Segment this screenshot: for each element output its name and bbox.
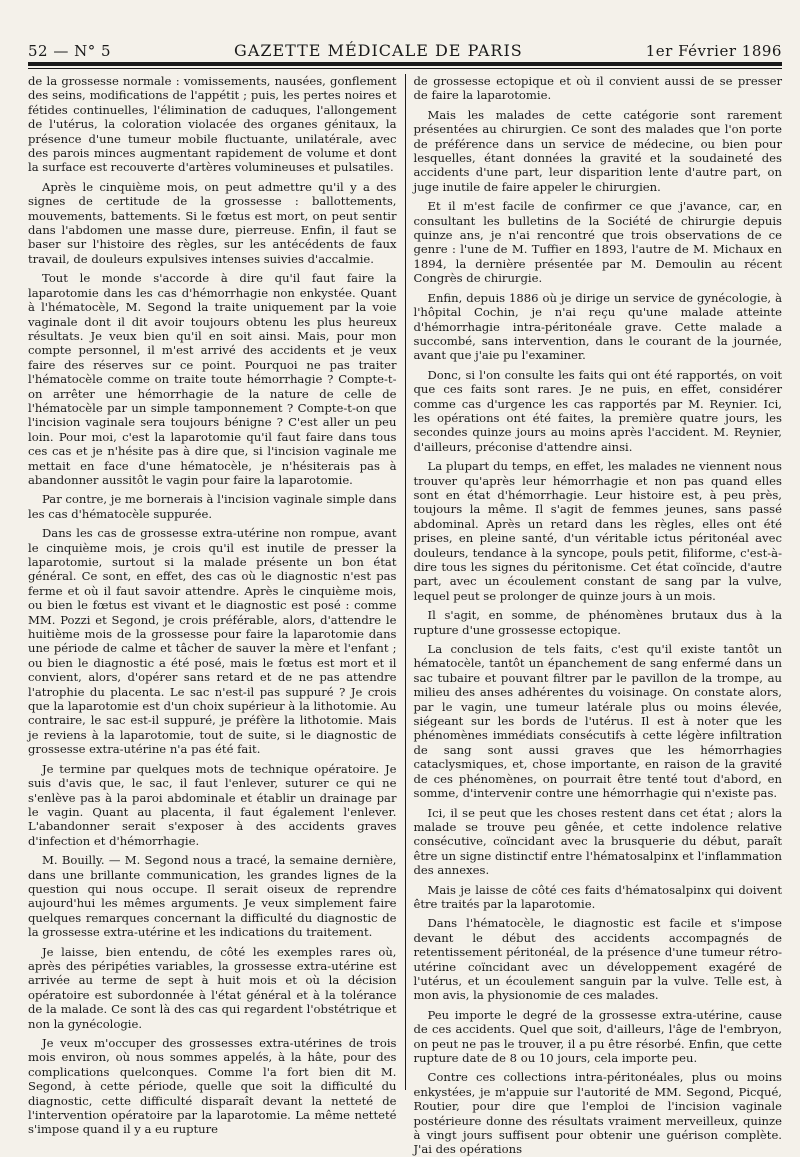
paragraph: La plupart du temps, en effet, les malades ne viennent nous trouver qu'après leur hémorrhagie et non pas quand elles sont en état d'hémorrhagie. Leur histoire est, à peu près, toujours la même. Il s'agit de femmes jeunes, sans passé abdominal. Après un retard dans les règles, elles ont été prises, en pleine santé, d'un véritable ictus péritonéal avec douleurs, tendance à la syncope, pouls petit, filiforme, c'est-à-dire tous les signes du péritonisme. Cet état coïncide, d'autre part, avec un écoulement constant de sang par la vulve, lequel peut se prolonger de quinze jours à un mois. — [413, 459, 782, 603]
right-column — [405, 74, 783, 1157]
paragraph: Je termine par quelques mots de technique opératoire. Je suis d'avis que, le sac, il faut l'enlever, suturer ce qui ne s'enlève pas à la paroi abdominale et établir un drainage par le vagin. Quant au placenta, il faut également l'enlever. L'abandonner serait s'exposer à des accidents graves d'infection et d'hémorrhagie. — [28, 761, 397, 848]
paragraph: de la grossesse normale : vomissements, nausées, gonflement des seins, modifications de l'appétit ; puis, les pertes noires et fétides continuelles, l'élimination de caduques, l'allongement de l'utérus, la coloration violacée des organes génitaux, la présence d'une tumeur mobile fluctuante, unilatérale, avec des parois minces augmentant rapidement de volume et dont la surface est recouverte d'artères volumineuses et pulsatiles. — [28, 74, 397, 175]
journal-title: GAZETTE MÉDICALE DE PARIS — [234, 41, 523, 60]
paragraph: Enfin, depuis 1886 où je dirige un service de gynécologie, à l'hôpital Cochin, je n'ai reçu qu'une malade atteinte d'hémorrhagie intra-péritonéale grave. Cette malade a succombé, sans intervention, dans le courant de la journée, avant que j'aie pu l'examiner. — [413, 290, 782, 363]
paragraph: Mais je laisse de côté ces faits d'hématosalpinx qui doivent être traités par la laparotomie. — [413, 882, 782, 911]
article-body — [28, 74, 782, 1157]
paragraph: Par contre, je me bornerais à l'incision vaginale simple dans les cas d'hématocèle suppurée. — [28, 492, 397, 521]
paragraph: Il s'agit, en somme, de phénomènes brutaux dus à la rupture d'une grossesse ectopique. — [413, 608, 782, 637]
paragraph: M. Bouilly. — M. Segond nous a tracé, la semaine dernière, dans une brillante communication, les grandes lignes de la question qui nous occupe. Il serait oiseux de reprendre aujourd'hui les mêmes arguments. Je veux simplement faire quelques remarques concernant la difficulté du diagnostic de la grossesse extra-utérine et les indications du traitement. — [28, 853, 397, 940]
paragraph: Je laisse, bien entendu, de côté les exemples rares où, après des péripéties variables, la grossesse extra-utérine est arrivée au terme de sept à huit mois et où la décision opératoire est subordonnée à l'état général et à la tolérance de la malade. Ce sont là des cas qui regardent l'obstétrique et non la gynécologie. — [28, 944, 397, 1031]
paragraph: Dans l'hématocèle, le diagnostic est facile et s'impose devant le début des accidents accompagnés de retentissement péritonéal, de la présence d'une tumeur rétro-utérine coïncidant avec un développement exagéré de l'utérus, et un écoulement sanguin par la vulve. Telle est, à mon avis, la physionomie de ces malades. — [413, 916, 782, 1003]
paragraph: Peu importe le degré de la grossesse extra-utérine, cause de ces accidents. Quel que soit, d'ailleurs, l'âge de l'embryon, on peut ne pas le trouver, il a pu être résorbé. Enfin, que cette rupture date de 8 ou 10 jours, cela importe peu. — [413, 1007, 782, 1065]
header-rule-thin — [28, 68, 782, 69]
left-column — [28, 74, 405, 1137]
paragraph: Mais les malades de cette catégorie sont rarement présentées au chirurgien. Ce sont des malades que l'on porte de préférence dans un service de médecine, ou bien pour lesquelles, étant données la gravité et la soudaineté des accidents d'une part, leur disparition lente d'autre part, on juge inutile de faire appeler le chirurgien. — [413, 107, 782, 194]
paragraph: Donc, si l'on consulte les faits qui ont été rapportés, on voit que ces faits sont rares. Je ne puis, en effet, considérer comme cas d'urgence les cas rapportés par M. Reynier. Ici, les opérations ont été faites, la première quatre jours, les secondes quinze jours au moins après l'accident. M. Reynier, d'ailleurs, préconise d'attendre ainsi. — [413, 367, 782, 454]
paragraph: Après le cinquième mois, on peut admettre qu'il y a des signes de certitude de la grossesse : ballottements, mouvements, battements. Si le fœtus est mort, on peut sentir dans l'abdomen une masse dure, pierreuse. Enfin, il faut se baser sur l'histoire des règles, sur les antécédents de faux travail, de douleurs expulsives intenses suivies d'accalmie. — [28, 179, 397, 266]
paragraph: Tout le monde s'accorde à dire qu'il faut faire la laparotomie dans les cas d'hémorrhagie non enkystée. Quant à l'hématocèle, M. Segond la traite uniquement par la voie vaginale dont il dit avoir toujours obtenu les plus heureux résultats. Je veux bien qu'il en soit ainsi. Mais, pour mon compte personnel, il m'est arrivé des accidents et je veux faire des réserves sur ce point. Pourquoi ne pas traiter l'hématocèle comme on traite toute hémorrhagie ? Compte-t-on arrêter une hémorrhagie de la nature de celle de l'hématocèle par un simple tamponnement ? Compte-t-on que l'incision vaginale sera toujours bénigne ? C'est aller un peu loin. Pour moi, c'est la laparotomie qu'il faut faire dans tous ces cas et je n'hésite pas à dire que, si l'incision vaginale me mettait en face d'une hématocèle, je n'hésiterais pas à abandonner aussitôt le vagin pour faire la laparotomie. — [28, 271, 397, 487]
paragraph: Je veux m'occuper des grossesses extra-utérines de trois mois environ, où nous sommes appelés, à la hâte, pour des complications quelconques. Comme l'a fort bien dit M. Segond, à cette période, quelle que soit la difficulté du diagnostic, cette difficulté disparaît devant la netteté de l'intervention opératoire par la laparotomie. La même netteté s'impose quand il y a eu rupture — [28, 1036, 397, 1137]
paragraph: La conclusion de tels faits, c'est qu'il existe tantôt un hématocèle, tantôt un épanchement de sang enfermé dans un sac tubaire et pouvant filtrer par le pavillon de la trompe, au milieu des anses adhérentes du voisinage. On constate alors, par le vagin, une tumeur latérale plus ou moins élevée, siégeant sur les bords de l'utérus. Il est à noter que les phénomènes immédiats consécutifs à cette légère infiltration de sang sont aussi graves que les hémorrhagies cataclysmiques, et, chose importante, en raison de la gravité de ces phénomènes, on pourrait être tenté tout d'abord, en somme, d'intervenir contre une hémorrhagie qui n'existe pas. — [413, 642, 782, 801]
page-header — [28, 30, 782, 60]
paragraph: Et il m'est facile de confirmer ce que j'avance, car, en consultant les bulletins de la Société de chirurgie depuis quinze ans, je n'ai rencontré que trois observations de ce genre : l'une de M. Tuffier en 1893, l'autre de M. Michaux en 1894, la dernière présentée par M. Demoulin au récent Congrès de chirurgie. — [413, 199, 782, 286]
paragraph: Ici, il se peut que les choses restent dans cet état ; alors la malade se trouve peu gênée, et cette indolence relative consécutive, coïncidant avec la brusquerie du début, paraît être un signe distinctif entre l'hématosalpinx et l'inflammation des annexes. — [413, 805, 782, 878]
paragraph: de grossesse ectopique et où il convient aussi de se presser de faire la laparotomie. — [413, 74, 782, 103]
paragraph: Dans les cas de grossesse extra-utérine non rompue, avant le cinquième mois, je crois qu'il est inutile de presser la laparotomie, surtout si la malade présente un bon état général. Ce sont, en effet, des cas où le diagnostic n'est pas ferme et où il faut savoir attendre. Après le cinquième mois, ou bien le fœtus est vivant et le diagnostic est posé : comme MM. Pozzi et Segond, je crois préférable, alors, d'attendre le huitième mois de la grossesse pour faire la laparotomie dans une période de calme et tâcher de sauver la mère et l'enfant ; ou bien le diagnostic a été posé, mais le fœtus est mort et il convient, alors, d'opérer sans retard et de ne pas attendre l'atrophie du placenta. Le sac n'est-il pas suppuré ? Je crois que la laparotomie est d'un choix supérieur à la lithotomie. Au contraire, le sac est-il suppuré, je préfère la lithotomie. Mais je reviens à la laparotomie, tout de suite, si le diagnostic de grossesse extra-utérine n'a pas été fait. — [28, 526, 397, 757]
header-rule — [28, 62, 782, 66]
paragraph: Contre ces collections intra-péritonéales, plus ou moins enkystées, je m'appuie sur l'autorité de MM. Segond, Picqué, Routier, pour dire que l'emploi de l'incision vaginale postérieure donne des résultats vraiment merveilleux, quinze à vingt jours suffisent pour obtenir une guérison complète. J'ai des opérations — [413, 1070, 782, 1157]
issue-date: 1er Février 1896 — [645, 42, 782, 60]
page-number: 52 — N° 5 — [28, 42, 112, 60]
